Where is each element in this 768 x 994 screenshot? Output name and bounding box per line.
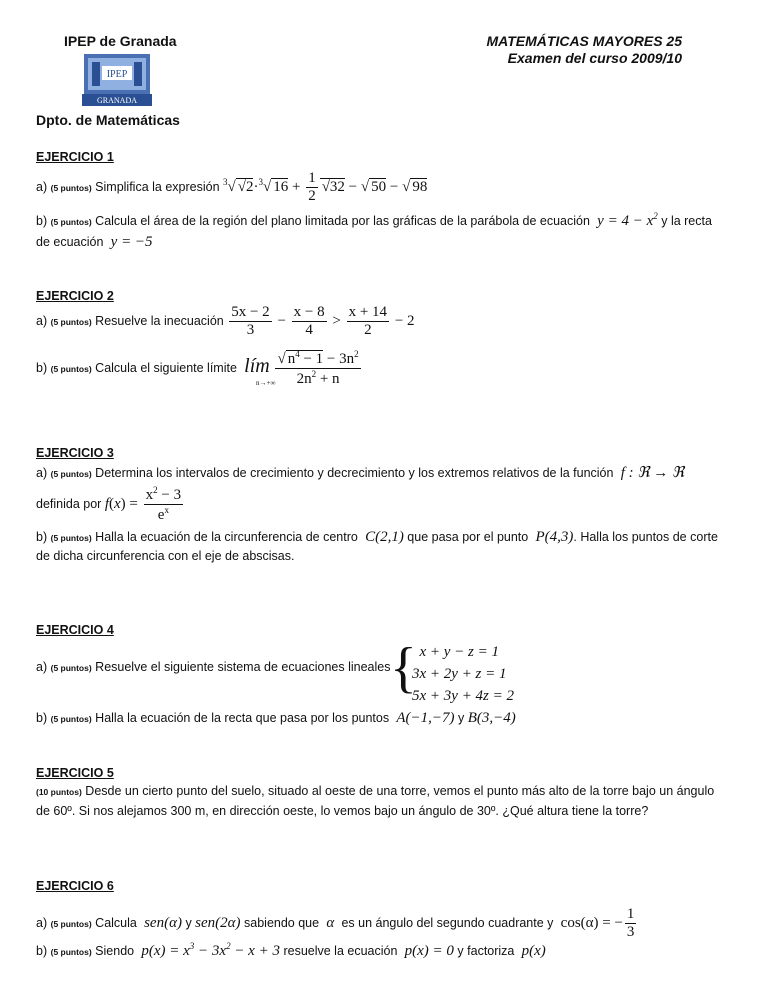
ej4-b-label: b) [36, 711, 48, 725]
ej2-a [36, 304, 415, 339]
ej1-a-text: Simplifica la expresión [95, 179, 220, 194]
ej2-title: EJERCICIO 2 [36, 289, 114, 303]
ej6-b-polynomial: $p(x) = x^3 - 3x^2 - x + 3$ [137, 941, 280, 959]
ej5-points: (10 puntos) [36, 787, 82, 797]
ej1-a [36, 170, 427, 205]
ej4-b-points: (5 puntos) [50, 714, 92, 724]
ej6-b-factor: p(x) [517, 943, 546, 959]
ej2-b-label: b) [36, 360, 48, 375]
ej3-a-cont [36, 485, 185, 524]
ej4-a-brace: { [390, 637, 417, 699]
ej5-title: EJERCICIO 5 [36, 766, 114, 780]
ej6-a-points: (5 puntos) [50, 918, 92, 929]
ej1-b-cont [36, 234, 153, 251]
ej3-b-label: b) [36, 530, 48, 544]
ej1-b-text: Calcula el área de la región del plano limitada por las gráficas de la parábola de ecuación [95, 214, 590, 228]
ej6-a-text3: es un ángulo del segundo cuadrante y [341, 915, 554, 930]
ej4-b-point-a: A(−1,−7) [392, 710, 455, 726]
svg-text:IPEP: IPEP [106, 69, 128, 80]
ej1-b-text2: y la recta [661, 214, 712, 228]
ej4-b-text: Halla la ecuación de la recta que pasa por los puntos [95, 711, 390, 725]
ej1-b-line-eq: y = −5 [106, 234, 153, 250]
ej6-title: EJERCICIO 6 [36, 879, 114, 893]
ej4-b-and: y [458, 711, 465, 725]
ej1-b-parabola: $y = 4 - x^2$ [593, 211, 658, 229]
course-title: MATEMÁTICAS MAYORES 25 [486, 33, 682, 49]
ej1-b [36, 211, 712, 230]
ej4-eq2: 3x + 2y + z = 1 [412, 666, 507, 682]
ej4-a-points: (5 puntos) [50, 663, 92, 673]
ej3-a-label: a) [36, 466, 48, 480]
ej4-a [36, 660, 390, 674]
ej4-b-point-b: B(3,−4) [467, 710, 516, 726]
ej6-a [36, 906, 638, 941]
ej6-a-alpha: α [322, 914, 338, 931]
ej2-a-text: Resuelve la inecuación [95, 313, 224, 328]
ej3-b-text4: de dicha circunferencia con el eje de abscisas. [36, 549, 295, 563]
school-name: IPEP de Granada [64, 33, 177, 49]
exam-header [487, 33, 683, 67]
ej3-a-points: (5 puntos) [50, 469, 92, 479]
ej6-b-label: b) [36, 944, 48, 958]
ej2-b-limit: lím $\frac{√ n^4 - 1 - 3n^2}{2n^2 + n}$ [244, 349, 359, 387]
ej4-eq3: 5x + 3y + 4z = 2 [412, 688, 515, 704]
ej6-b-text2: resuelve la ecuación [283, 944, 398, 958]
ej1-b-points: (5 puntos) [50, 217, 92, 227]
ej4-a-label: a) [36, 660, 48, 674]
ej3-a-text2: definida por [36, 496, 102, 511]
ej6-a-cos: cos(α) = − $\frac{1}{3}$ [556, 906, 635, 940]
svg-text:GRANADA: GRANADA [97, 96, 137, 105]
ej1-a-label: a) [36, 179, 48, 194]
ej2-a-points: (5 puntos) [50, 316, 92, 327]
ej2-b-points: (5 puntos) [50, 363, 92, 374]
ej3-b-text2: que pasa por el punto [407, 530, 529, 544]
ej6-b-text3: y factoriza [457, 944, 515, 958]
ej5-text2: de 60º. Si nos alejamos 300 m, en dirección oeste, lo vemos bajo un ángulo de 30º. ¿Qué altura tiene la torre? [36, 804, 649, 818]
ej1-title: EJERCICIO 1 [36, 150, 114, 164]
ej1-b-text3: de ecuación [36, 235, 104, 249]
ej6-a-label: a) [36, 915, 48, 930]
ej3-b-text: Halla la ecuación de la circunferencia de centro [95, 530, 358, 544]
department: Dpto. de Matemáticas [36, 112, 180, 128]
ej3-b [36, 529, 718, 546]
ej6-b-points: (5 puntos) [50, 947, 92, 957]
ej4-a-text: Resuelve el siguiente sistema de ecuaciones lineales [95, 660, 391, 674]
ej3-b-text3: . Halla los puntos de corte [573, 530, 718, 544]
ej5-line1 [36, 784, 714, 798]
ej1-b-label: b) [36, 214, 48, 228]
ej4-eq1: x + y − z = 1 [412, 644, 500, 660]
ej6-a-sin2: sen(2α) [195, 914, 241, 931]
school-logo [78, 50, 156, 108]
ej4-title: EJERCICIO 4 [36, 623, 114, 637]
ej2-b-limit-sub: n→+∞ [256, 379, 276, 387]
exam-title: Examen del curso 2009/10 [507, 50, 682, 66]
ej3-a-function-map: f : ℜ → ℜ [616, 465, 685, 481]
ej6-b-text: Siendo [95, 944, 135, 958]
ej6-b [36, 941, 546, 960]
ej6-a-y: y [185, 915, 192, 930]
ej3-b-point: P(4,3) [531, 529, 574, 545]
ej3-b-center: C(2,1) [361, 529, 404, 545]
ej2-a-label: a) [36, 313, 48, 328]
ej2-b-text: Calcula el siguiente límite [95, 360, 237, 375]
ej6-a-sin: sen(α) [140, 914, 182, 931]
ej3-a [36, 463, 684, 482]
ej3-title: EJERCICIO 3 [36, 446, 114, 460]
ej4-b [36, 710, 516, 727]
ej3-a-function: f(x) = $\frac{x^2 - 3}{e^x}$ [104, 485, 182, 523]
ej5-text1: Desde un cierto punto del suelo, situado al oeste de una torre, vemos el punto más alto de la torre bajo un ángulo [85, 784, 715, 798]
ej3-a-text: Determina los intervalos de crecimiento y decrecimiento y los extremos relativos de la función [95, 466, 614, 480]
ej6-b-equation: p(x) = 0 [400, 943, 454, 959]
ej2-b [36, 349, 363, 388]
ej1-a-points: (5 puntos) [50, 182, 92, 193]
ej6-a-text2: sabiendo que [244, 915, 320, 930]
ej1-a-expression: $^3$√ √2·$^3$√ 16 + $\frac{1}{2}$ √32 − √ 50 − √ 98 [223, 170, 428, 204]
ej2-a-inequality: $\frac{5x - 2}{3}$ − $\frac{x - 8}{4}$ > $\frac{x + 14}{2}$ − 2 [231, 304, 415, 338]
ej3-b-points: (5 puntos) [50, 533, 92, 543]
ej4-a-system [412, 641, 514, 707]
ej6-a-text: Calcula [95, 915, 137, 930]
